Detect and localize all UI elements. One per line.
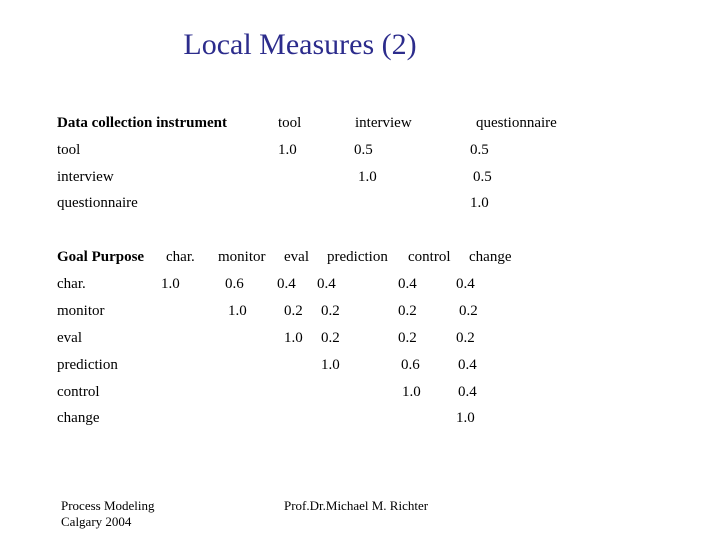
table2-row-label: char.	[57, 276, 86, 292]
table2-cell: 1.0	[228, 303, 247, 319]
table2-cell: 0.4	[456, 276, 475, 292]
table2-cell: 0.6	[225, 276, 244, 292]
table2-cell: 0.2	[398, 303, 417, 319]
table2-cell: 0.4	[458, 384, 477, 400]
table2-row-label: prediction	[57, 357, 118, 373]
table2-cell: 1.0	[456, 410, 475, 426]
table2-cell: 0.2	[321, 303, 340, 319]
table1-row-label: tool	[57, 142, 81, 158]
table1-header-tool: tool	[278, 115, 302, 131]
table1-cell: 1.0	[278, 142, 297, 158]
table2-header-control: control	[408, 249, 451, 265]
table2-cell: 0.4	[277, 276, 296, 292]
table1-cell: 0.5	[470, 142, 489, 158]
table2-cell: 0.2	[459, 303, 478, 319]
table2-cell: 0.4	[398, 276, 417, 292]
table1-header-interview: interview	[355, 115, 412, 131]
table1-row-label: interview	[57, 169, 114, 185]
table2-cell: 1.0	[284, 330, 303, 346]
table2-cell: 1.0	[161, 276, 180, 292]
table2-cell: 0.4	[317, 276, 336, 292]
table2-cell: 0.2	[398, 330, 417, 346]
table1-corner-label: Data collection instrument	[57, 115, 227, 131]
table2-header-eval: eval	[284, 249, 309, 265]
table2-header-prediction: prediction	[327, 249, 388, 265]
footer-location-year: Calgary 2004	[61, 514, 132, 529]
table2-cell: 0.6	[401, 357, 420, 373]
table2-corner-label: Goal Purpose	[57, 249, 145, 265]
table2-header-char: char.	[166, 249, 195, 265]
table1-row-label: questionnaire	[57, 195, 138, 211]
table2-row-label: change	[57, 410, 100, 426]
table2-cell: 0.2	[284, 303, 303, 319]
footer-left	[61, 498, 155, 530]
table1-cell: 0.5	[354, 142, 373, 158]
table2-row-label: control	[57, 384, 100, 400]
table2-row-label: eval	[57, 330, 82, 346]
table1-cell: 1.0	[470, 195, 489, 211]
table2-cell: 0.4	[458, 357, 477, 373]
table2-cell: 1.0	[402, 384, 421, 400]
slide-title: Local Measures (2)	[183, 28, 417, 61]
table2-header-monitor: monitor	[218, 249, 266, 265]
footer-course: Process Modeling	[61, 498, 155, 513]
table2-cell: 0.2	[321, 330, 340, 346]
table1-header-questionnaire: questionnaire	[476, 115, 557, 131]
table2-cell: 1.0	[321, 357, 340, 373]
table1-cell: 0.5	[473, 169, 492, 185]
table2-row-label: monitor	[57, 303, 105, 319]
footer-author: Prof.Dr.Michael M. Richter	[284, 498, 429, 513]
table1-cell: 1.0	[358, 169, 377, 185]
table2-cell: 0.2	[456, 330, 475, 346]
table2-header-change: change	[469, 249, 512, 265]
